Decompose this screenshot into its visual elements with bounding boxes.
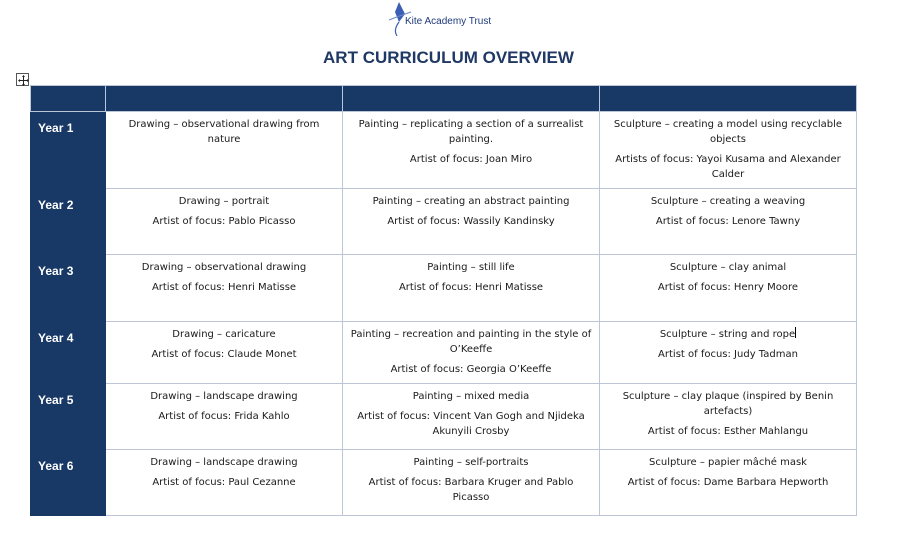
table-row (31, 112, 857, 189)
sculpture-activity: Sculpture – papier mâché mask (649, 457, 807, 468)
sculpture-activity: Sculpture – string and rope (659, 329, 796, 340)
painting-artist: Artist of focus: Henri Matisse (398, 282, 544, 293)
painting-activity: Painting – self-portraits (413, 457, 529, 468)
drawing-artist: Artist of focus: Frida Kahlo (158, 411, 290, 422)
drawing-activity: Drawing – landscape drawing (150, 391, 298, 402)
painting-artist: Artist of focus: Vincent Van Gogh and Njideka Akunyili Crosby (357, 411, 585, 437)
table-row (31, 384, 857, 450)
year-label: Year 5 (31, 384, 106, 450)
move-icon (17, 74, 30, 87)
drawing-activity: Drawing – portrait (178, 196, 270, 207)
drawing-activity: Drawing – observational drawing (141, 262, 307, 273)
drawing-artist: Artist of focus: Pablo Picasso (152, 216, 296, 227)
year-label: Year 1 (31, 112, 106, 189)
header-cell (106, 86, 343, 112)
table-row (31, 322, 857, 384)
drawing-cell[interactable] (106, 255, 343, 322)
drawing-cell[interactable] (106, 189, 343, 255)
page-title: ART CURRICULUM OVERVIEW (323, 48, 574, 67)
year-label: Year 6 (31, 450, 106, 516)
sculpture-artist: Artist of focus: Lenore Tawny (655, 216, 801, 227)
year-label: Year 3 (31, 255, 106, 322)
text-cursor (795, 327, 796, 338)
sculpture-cell[interactable] (600, 322, 857, 384)
logo-text: Kite Academy Trust (405, 16, 492, 27)
year-label: Year 2 (31, 189, 106, 255)
table-row (31, 450, 857, 516)
sculpture-activity: Sculpture – creating a model using recyclable objects (613, 119, 843, 145)
painting-artist: Artist of focus: Georgia O’Keeffe (390, 364, 552, 375)
header-cell (600, 86, 857, 112)
drawing-cell[interactable] (106, 450, 343, 516)
painting-activity: Painting – recreation and painting in the style of O’Keeffe (350, 329, 592, 355)
painting-cell[interactable] (343, 112, 600, 189)
sculpture-artist: Artist of focus: Esther Mahlangu (647, 426, 809, 437)
drawing-cell[interactable] (106, 112, 343, 189)
sculpture-cell[interactable] (600, 112, 857, 189)
sculpture-artist: Artist of focus: Henry Moore (657, 282, 799, 293)
painting-artist: Artist of focus: Joan Miro (409, 154, 533, 165)
drawing-activity: Drawing – caricature (172, 329, 276, 340)
drawing-artist: Artist of focus: Paul Cezanne (152, 477, 296, 488)
sculpture-cell[interactable] (600, 450, 857, 516)
curriculum-table (30, 85, 857, 516)
table-header-row (31, 86, 857, 112)
sculpture-activity: Sculpture – clay plaque (inspired by Benin artefacts) (622, 391, 834, 417)
sculpture-cell[interactable] (600, 255, 857, 322)
sculpture-activity: Sculpture – clay animal (669, 262, 787, 273)
table-move-handle[interactable] (16, 73, 29, 86)
painting-activity: Painting – still life (427, 262, 515, 273)
drawing-cell[interactable] (106, 322, 343, 384)
sculpture-activity: Sculpture – creating a weaving (650, 196, 806, 207)
drawing-artist: Artist of focus: Claude Monet (151, 349, 297, 360)
drawing-activity: Drawing – landscape drawing (150, 457, 298, 468)
painting-cell[interactable] (343, 450, 600, 516)
header-cell (31, 86, 106, 112)
table-row (31, 255, 857, 322)
header-cell (343, 86, 600, 112)
sculpture-cell[interactable] (600, 189, 857, 255)
kite-academy-logo (385, 2, 515, 36)
painting-artist: Artist of focus: Wassily Kandinsky (387, 216, 555, 227)
painting-activity: Painting – creating an abstract painting (372, 196, 570, 207)
painting-activity: Painting – replicating a section of a surrealist painting. (358, 119, 584, 145)
year-label: Year 4 (31, 322, 106, 384)
drawing-artist: Artist of focus: Henri Matisse (151, 282, 297, 293)
sculpture-cell[interactable] (600, 384, 857, 450)
painting-cell[interactable] (343, 322, 600, 384)
table-row (31, 189, 857, 255)
drawing-activity: Drawing – observational drawing from nature (128, 119, 320, 145)
sculpture-artist: Artists of focus: Yayoi Kusama and Alexander Calder (615, 154, 841, 180)
painting-cell[interactable] (343, 189, 600, 255)
sculpture-artist: Artist of focus: Judy Tadman (658, 349, 798, 360)
painting-activity: Painting – mixed media (412, 391, 530, 402)
painting-artist: Artist of focus: Barbara Kruger and Pablo Picasso (368, 477, 574, 503)
painting-cell[interactable] (343, 255, 600, 322)
sculpture-artist: Artist of focus: Dame Barbara Hepworth (627, 477, 829, 488)
drawing-cell[interactable] (106, 384, 343, 450)
painting-cell[interactable] (343, 384, 600, 450)
